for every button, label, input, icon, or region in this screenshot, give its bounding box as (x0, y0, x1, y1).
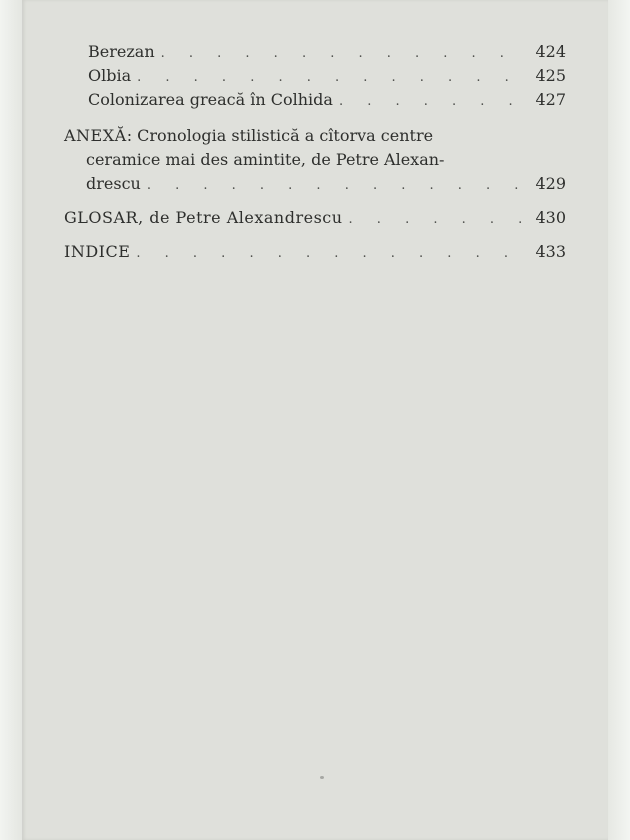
toc-entry-anexa-line3 (64, 172, 566, 196)
toc-glosar-title: GLOSAR, de Petre Alexandrescu (64, 208, 343, 227)
toc-entry-indice (64, 240, 566, 264)
toc-glosar-page: 430 (535, 208, 566, 227)
dot-leader (161, 42, 528, 66)
page-left-edge (0, 0, 22, 840)
toc-entry-title: Colonizarea greacă în Colhida (88, 90, 333, 109)
toc-entry-anexa-line1 (64, 124, 566, 148)
dot-leader (349, 208, 528, 232)
table-of-contents (64, 40, 566, 264)
toc-indice-title: INDICE (64, 242, 131, 261)
toc-anexa-line3: drescu (86, 174, 141, 193)
toc-anexa-line2: ceramice mai des amintite, de Petre Alexan- (86, 150, 445, 169)
paper-speck (320, 776, 324, 779)
page-right-edge (608, 0, 630, 840)
toc-anexa-line1: : Cronologia stilistică a cîtorva centre (126, 126, 434, 145)
dot-leader (339, 90, 528, 114)
toc-entry-title: Olbia (88, 66, 132, 85)
dot-leader (137, 66, 528, 90)
toc-entry-page: 427 (535, 90, 566, 109)
toc-entry-anexa-line2 (64, 148, 566, 172)
toc-entry-glosar (64, 206, 566, 230)
toc-entry-olbia (64, 64, 566, 88)
dot-leader (136, 242, 528, 266)
toc-anexa-label: ANEXĂ (64, 126, 127, 145)
toc-anexa-page: 429 (535, 174, 566, 193)
dot-leader (147, 174, 528, 198)
toc-entry-title: Berezan (88, 42, 155, 61)
toc-entry-page: 424 (535, 42, 566, 61)
toc-anexa-text (64, 124, 433, 148)
toc-entry-colhida (64, 88, 566, 112)
toc-entry-berezan (64, 40, 566, 64)
toc-indice-page: 433 (535, 242, 566, 261)
toc-entry-page: 425 (535, 66, 566, 85)
